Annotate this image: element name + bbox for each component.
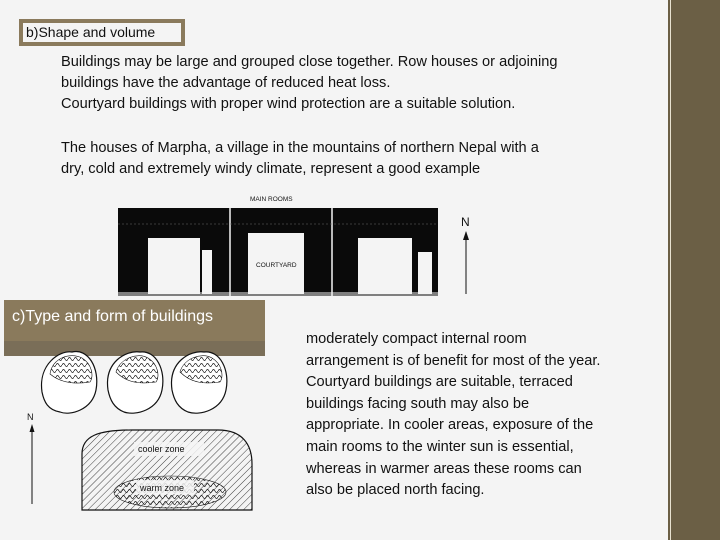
north-arrow-bottom-icon [30,424,35,504]
main-rooms-label: MAIN ROOMS [250,196,293,203]
section-c-line-1: moderately compact internal room [306,331,527,347]
house-cluster [42,351,227,413]
section-c-line-3: Courtyard buildings are suitable, terraced [306,374,573,391]
section-b-heading: b)Shape and volume [26,24,156,40]
courtyard-plan-block [118,208,438,296]
courtyard-plan-figure [110,188,490,300]
section-b-line-3: Courtyard buildings with proper wind protection are a suitable solution. [61,96,516,112]
section-c-line-6: main rooms to the winter sun is essential, [306,438,574,455]
section-b-example-line-2: dry, cold and extremely windy climate, represent a good example [61,161,481,177]
section-c-line-4: buildings facing south may also be [306,395,530,412]
building-zones-figure [20,344,270,514]
north-arrow-top-icon [463,231,469,294]
courtyard-label: COURTYARD [256,262,297,269]
north-label-top: N [461,215,470,229]
cooler-zone-label: cooler zone [138,444,185,454]
side-accent-line [670,0,671,540]
section-b-line-2: buildings have the advantage of reduced heat loss. [61,75,391,91]
section-c-line-5: appropriate. In cooler areas, exposure of the [306,417,594,434]
section-c-line-2: arrangement is of benefit for most of the year. [306,352,601,369]
climate-zone-diagram [82,430,252,510]
section-c-text [306,329,662,502]
section-b-example-line-1: The houses of Marpha, a village in the mountains of northern Nepal with a [61,140,539,156]
side-accent-bar [668,0,720,540]
warm-zone-label: warm zone [140,483,185,493]
section-b-line-1: Buildings may be large and grouped close together. Row houses or adjoining [61,54,558,70]
section-c-heading: c)Type and form of buildings [12,308,213,325]
section-c-line-8: also be placed north facing. [306,482,485,499]
section-c-line-7: whereas in warmer areas these rooms can [306,460,582,477]
north-label-bottom: N [27,412,34,422]
